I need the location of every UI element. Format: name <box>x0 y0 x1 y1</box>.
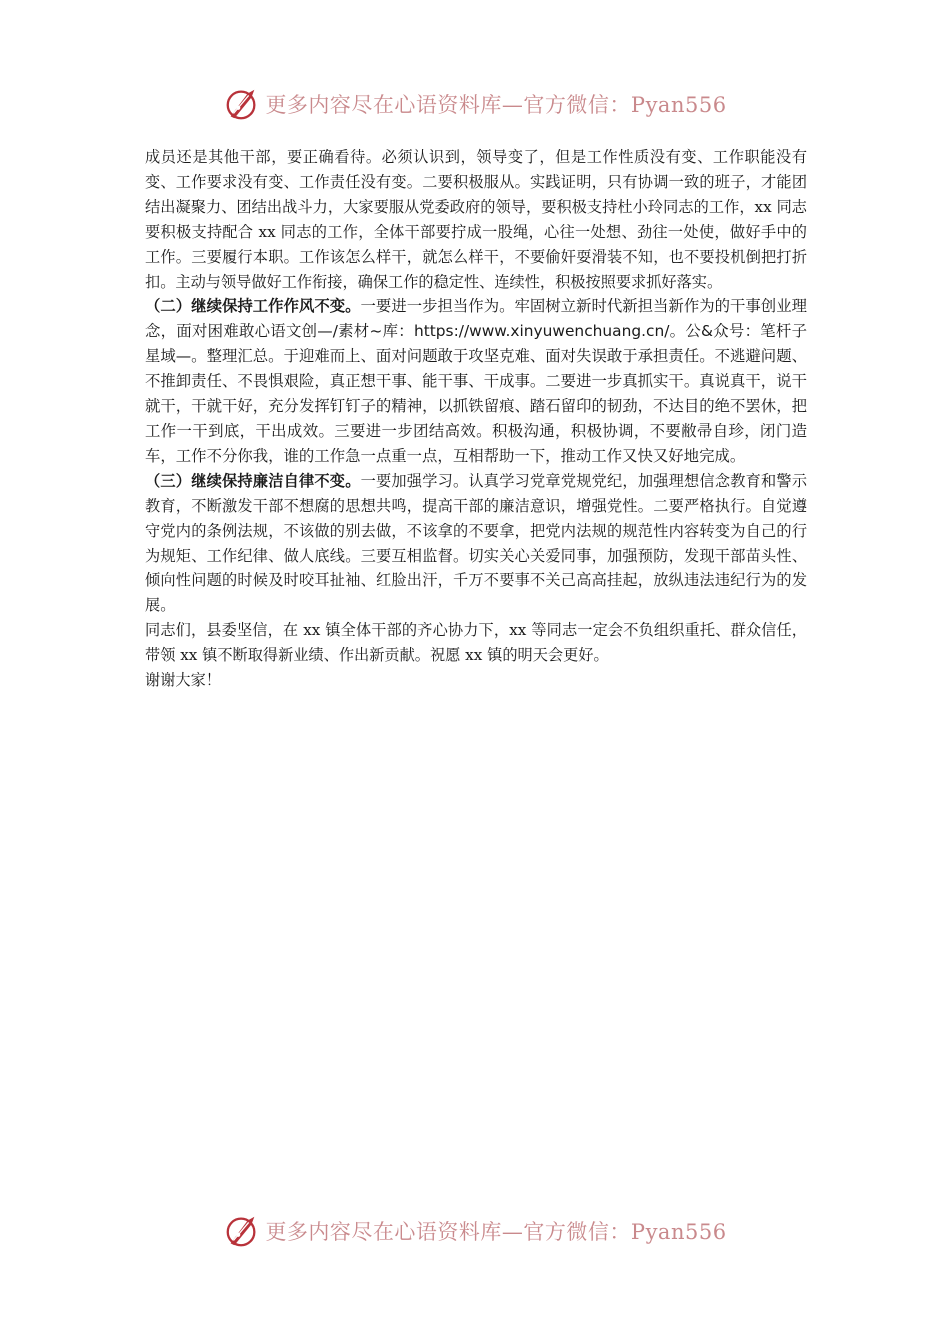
paragraph-3 <box>145 469 807 618</box>
header-banner <box>0 82 950 126</box>
paragraph-1: 成员还是其他干部，要正确看待。必须认识到，领导变了，但是工作性质没有变、工作职能没有变、工作要求没有变、工作责任没有变。二要积极服从。实践证明，只有协调一致的班子，才能团结出凝聚力、团结出战斗力，大家要服从党委政府的领导，要积极支持杜小玲同志的工作，xx 同志要积极支持配合 xx 同志的工作，全体干部要拧成一股绳，心往一处想、劲往一处使，做好手中的工作。三要履行本职。工作该怎么样干，就怎么样干，不要偷奸耍滑装不知，也不要投机倒把打折扣。主动与领导做好工作衔接，确保工作的稳定性、连续性，积极按照要求抓好落实。 <box>145 148 807 291</box>
footer-banner <box>0 1209 950 1253</box>
document-body <box>145 145 807 693</box>
paragraph-3-body: 一要加强学习。认真学习党章党规党纪，加强理想信念教育和警示教育，不断激发干部不想腐的思想共鸣，提高干部的廉洁意识，增强党性。二要严格执行。自觉遵守党内的条例法规，不该做的别去做，不该拿的不要拿，把党内法规的规范性内容转变为自己的行为规矩、工作纪律、做人底线。三要互相监督。切实关心关爱同事，加强预防，发现干部苗头性、倾向性问题的时候及时咬耳扯袖、红脸出汗，千万不要事不关己高高挂起，放纵违法违纪行为的发展。 <box>145 471 808 615</box>
pen-logo-icon <box>223 85 261 123</box>
paragraph-2 <box>145 294 807 468</box>
paragraph-2-body: 一要进一步担当作为。牢固树立新时代新担当新作为的干事创业理念，面对困难敢心语文创—/素材~库：https://www.xinyuwenchuang.cn/。公&众号：笔杆子星域—。整理汇总。于迎难而上、面对问题敢于攻坚克难、面对失误敢于承担责任。不逃避问题、不推卸责任、不畏惧艰险，真正想干事、能干事、干成事。二要进一步真抓实干。真说真干，说干就干，干就干好，充分发挥钉钉子的精神，以抓铁留痕、踏石留印的韧劲，不达目的绝不罢休，把工作一干到底，干出成效。三要进一步团结高效。积极沟通，积极协调，不要敝帚自珍，闭门造车，工作不分你我，谁的工作急一点重一点，互相帮助一下，推动工作又快又好地完成。 <box>145 297 807 465</box>
paragraph-4: 同志们，县委坚信，在 xx 镇全体干部的齐心协力下，xx 等同志一定会不负组织重托、群众信任，带领 xx 镇不断取得新业绩、作出新贡献。祝愿 xx 镇的明天会更好。 <box>145 621 807 665</box>
footer-banner-text: 更多内容尽在心语资料库—官方微信：Pyan556 <box>265 1220 727 1244</box>
section-heading-2: （二）继续保持工作作风不变。 <box>145 297 361 316</box>
pen-logo-icon <box>223 1212 261 1250</box>
section-heading-3: （三）继续保持廉洁自律不变。 <box>145 471 361 490</box>
paragraph-5: 谢谢大家！ <box>145 671 221 690</box>
header-banner-text: 更多内容尽在心语资料库—官方微信：Pyan556 <box>265 93 727 117</box>
